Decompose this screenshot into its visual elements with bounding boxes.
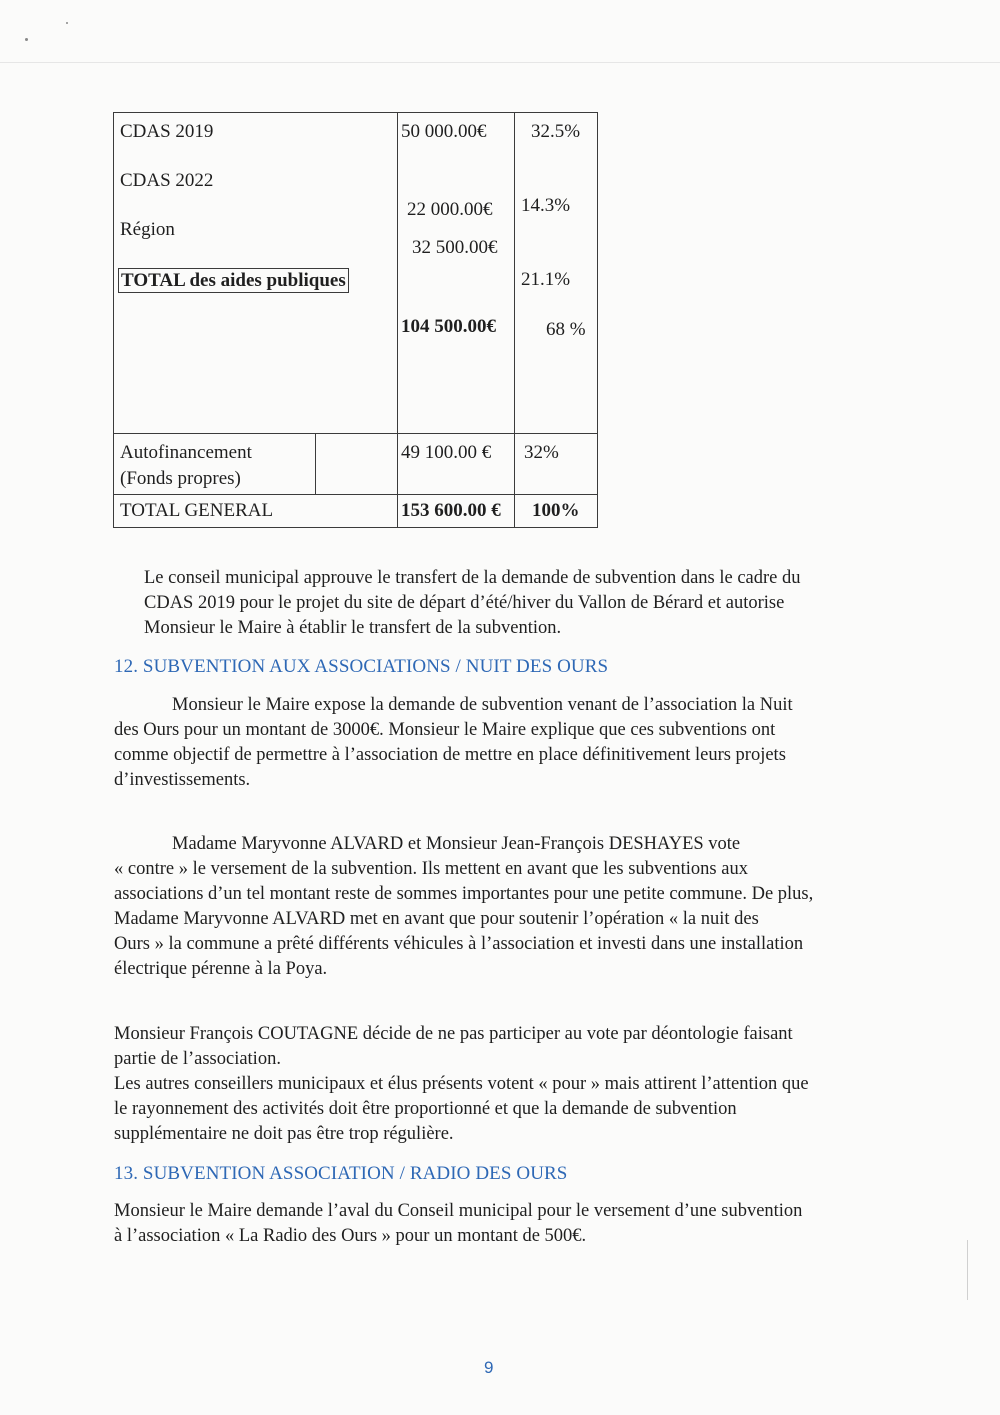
row-total-general-amount: 153 600.00 € [401, 500, 501, 521]
row-cdas2019-amount: 50 000.00€ [401, 121, 487, 142]
scan-edge-line [0, 62, 1000, 63]
row-region-amount: 32 500.00€ [412, 237, 498, 258]
row-total-general-label: TOTAL GENERAL [120, 500, 274, 521]
text-line: associations d’un tel montant reste de sommes importantes pour une petite commune. De plus, [114, 884, 814, 904]
row-total-public-amount: 104 500.00€ [401, 316, 496, 337]
table-column-divider [315, 433, 316, 494]
transfer-paragraph [144, 566, 801, 641]
scan-speck [25, 38, 28, 41]
text-line: Le conseil municipal approuve le transfert de la demande de subvention dans le cadre du [144, 568, 801, 588]
row-autofinancement-label: Autofinancement [120, 442, 252, 463]
table-column-divider [397, 113, 398, 527]
text-line: supplémentaire ne doit pas être trop régulière. [114, 1124, 454, 1144]
row-region-percent: 21.1% [521, 269, 571, 290]
row-autofinancement-sublabel: (Fonds propres) [120, 468, 241, 489]
text-line: partie de l’association. [114, 1049, 281, 1069]
text-line: Monsieur le Maire à établir le transfert de la subvention. [144, 618, 562, 638]
text-line: Monsieur le Maire demande l’aval du Conseil municipal pour le versement d’une subvention [114, 1201, 803, 1221]
row-cdas2022-amount: 22 000.00€ [407, 199, 493, 220]
row-cdas2019-percent: 32.5% [531, 121, 581, 142]
row-total-general-percent: 100% [532, 500, 580, 521]
section-12-heading: 12. SUBVENTION AUX ASSOCIATIONS / NUIT DES OURS [114, 656, 609, 677]
text-line: Monsieur François COUTAGNE décide de ne pas participer au vote par déontologie faisant [114, 1024, 793, 1044]
row-cdas2022-percent: 14.3% [521, 195, 571, 216]
table-column-divider [514, 113, 515, 527]
text-line: Les autres conseillers municipaux et élus présents votent « pour » mais attirent l’attention que [114, 1074, 809, 1094]
row-autofinancement-amount: 49 100.00 € [401, 442, 492, 463]
page-number: 9 [484, 1358, 494, 1377]
text-line: Ours » la commune a prêté différents véhicules à l’association et investi dans une installation [114, 934, 804, 954]
text-line: Madame Maryvonne ALVARD et Monsieur Jean-François DESHAYES vote [172, 834, 741, 854]
text-line: CDAS 2019 pour le projet du site de départ d’été/hiver du Vallon de Bérard et autorise [144, 593, 785, 613]
row-cdas2022-label: CDAS 2022 [120, 170, 214, 191]
text-line: d’investissements. [114, 770, 251, 790]
table-row-divider [114, 433, 597, 434]
row-region-label: Région [120, 219, 175, 240]
section-12-paragraph-3 [114, 1022, 809, 1147]
text-line: comme objectif de permettre à l’association de mettre en place définitivement leurs projets [114, 745, 786, 765]
section-13-paragraph-1 [114, 1199, 802, 1249]
row-cdas2019-label: CDAS 2019 [120, 121, 214, 142]
section-12-paragraph-2 [114, 832, 813, 982]
row-total-public-percent: 68 % [546, 319, 586, 340]
text-line: électrique pérenne à la Poya. [114, 959, 328, 979]
row-total-public-label: TOTAL des aides publiques [118, 268, 349, 293]
scan-margin-mark [967, 1240, 968, 1300]
text-line: le rayonnement des activités doit être proportionné et que la demande de subvention [114, 1099, 737, 1119]
row-autofinancement-percent: 32% [524, 442, 559, 463]
funding-table [113, 112, 598, 528]
section-13-heading: 13. SUBVENTION ASSOCIATION / RADIO DES OURS [114, 1163, 568, 1184]
text-line: Monsieur le Maire expose la demande de subvention venant de l’association la Nuit [172, 695, 793, 715]
table-row-divider [114, 494, 597, 495]
scan-speck [66, 22, 68, 24]
section-12-paragraph-1 [114, 693, 793, 793]
text-line: « contre » le versement de la subvention. Ils mettent en avant que les subventions aux [114, 859, 748, 879]
text-line: Madame Maryvonne ALVARD met en avant que pour soutenir l’opération « la nuit des [114, 909, 759, 929]
text-line: des Ours pour un montant de 3000€. Monsieur le Maire explique que ces subventions ont [114, 720, 776, 740]
text-line: à l’association « La Radio des Ours » pour un montant de 500€. [114, 1226, 587, 1246]
